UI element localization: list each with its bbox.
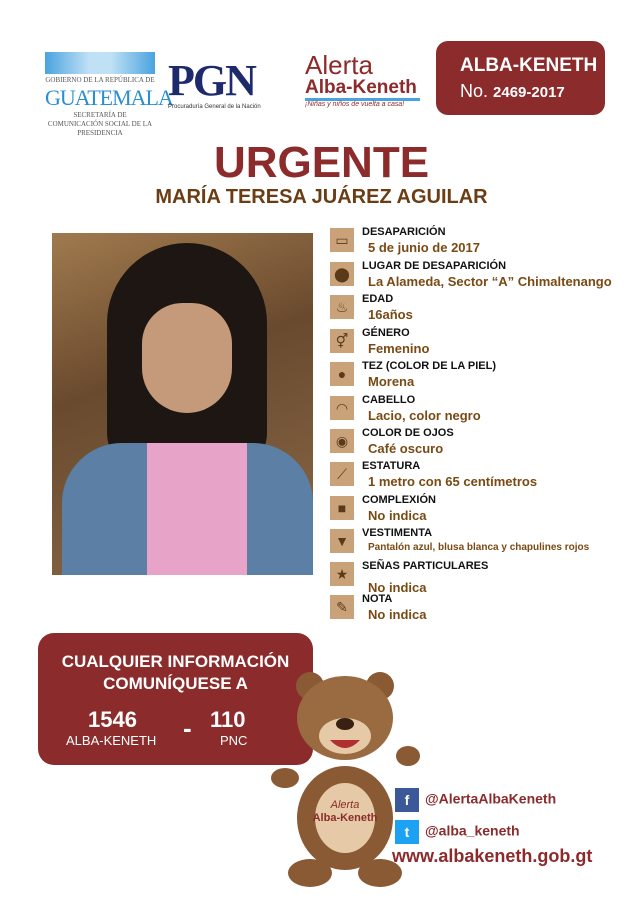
detail-row [330, 260, 630, 293]
detail-value: Femenino [368, 341, 430, 356]
detail-label: TEZ (COLOR DE LA PIEL) [362, 360, 497, 372]
shirt-icon: ▼ [330, 529, 354, 553]
note-icon: ✎ [330, 595, 354, 619]
detail-value: Morena [368, 374, 415, 389]
detail-row [330, 527, 630, 560]
contact-heading-1: CUALQUIER INFORMACIÓN [61, 652, 290, 671]
detail-label: LUGAR DE DESAPARICIÓN [362, 260, 507, 272]
detail-value: La Alameda, Sector “A” Chimaltenango [368, 274, 612, 289]
slogan: ¡Niñas y niños de vuelta a casa! [305, 101, 405, 108]
head-icon: ● [330, 362, 354, 386]
detail-row [330, 593, 630, 626]
facebook-icon: f [395, 788, 419, 812]
alerta-text: Alerta [305, 50, 373, 80]
detail-label: COMPLEXIÓN [362, 494, 436, 506]
phone-pnc[interactable]: 110 [210, 707, 246, 732]
person-name: MARÍA TERESA JUÁREZ AGUILAR [155, 186, 488, 208]
facebook-link[interactable] [395, 788, 556, 812]
secretaria-text: SECRETARÍA DE COMUNICACIÓN SOCIAL DE LA PRESIDENCIA [47, 111, 153, 137]
detail-value: 16años [368, 307, 413, 322]
case-number-value: 2469-2017 [493, 84, 565, 101]
detail-row [330, 460, 630, 493]
detail-value: Pantalón azul, blusa blanca y chapulines rojos [368, 542, 590, 553]
calendar-icon: ▭ [330, 228, 354, 252]
facebook-handle: @AlertaAlbaKeneth [425, 790, 557, 807]
detail-value: Café oscuro [368, 441, 444, 456]
pgn-subtitle: Procuraduría General de la Nación [168, 104, 261, 110]
pgn-logo [168, 58, 303, 110]
twitter-icon: t [395, 820, 419, 844]
detail-label: ESTATURA [362, 460, 421, 472]
alerta-logo [305, 52, 420, 108]
twitter-handle: @alba_keneth [425, 822, 520, 839]
detail-label: VESTIMENTA [362, 527, 433, 539]
phone-pnc-label: PNC [220, 733, 248, 748]
cake-icon: ♨ [330, 295, 354, 319]
detail-row [330, 327, 630, 360]
urgent-heading: URGENTE [213, 138, 430, 187]
detail-label: COLOR DE OJOS [362, 427, 454, 439]
detail-value: No indica [368, 607, 427, 622]
case-no-label: No. [460, 81, 489, 101]
contact-heading-2: COMUNÍQUESE A [103, 674, 248, 693]
detail-value: 5 de junio de 2017 [368, 240, 480, 255]
scale-icon: ■ [330, 496, 354, 520]
detail-value: No indica [368, 580, 427, 595]
detail-label: GÉNERO [362, 327, 410, 339]
photo-shirt [147, 443, 247, 575]
eye-icon: ◉ [330, 429, 354, 453]
gobierno-text: GOBIERNO DE LA REPÚBLICA DE [45, 76, 155, 84]
location-pin-icon: ⬤ [330, 262, 354, 286]
detail-row [330, 427, 630, 460]
detail-value: Lacio, color negro [368, 408, 481, 423]
alba-keneth-text: Alba-Keneth [305, 78, 420, 101]
detail-row [330, 394, 630, 427]
detail-row [330, 360, 630, 393]
separator: - [183, 713, 192, 743]
detail-value: 1 metro con 65 centímetros [368, 474, 538, 489]
detail-value: No indica [368, 508, 427, 523]
guatemala-text: GUATEMALA [45, 85, 173, 110]
detail-row [330, 293, 630, 326]
photo-face [142, 303, 232, 413]
phone-alba-keneth[interactable]: 1546 [88, 707, 137, 732]
star-icon: ★ [330, 562, 354, 586]
gender-icon: ⚥ [330, 329, 354, 353]
guatemala-logo [45, 52, 173, 138]
case-number [460, 81, 605, 102]
website-link[interactable]: www.albakeneth.gob.gt [392, 846, 593, 866]
bear-badge-1: Alerta [330, 799, 360, 811]
case-title: ALBA-KENETH [460, 55, 598, 76]
detail-label: DESAPARICIÓN [362, 226, 446, 238]
bear-badge-2: Alba-Keneth [312, 812, 378, 824]
detail-row [330, 560, 630, 593]
hair-icon: ◠ [330, 396, 354, 420]
detail-label: EDAD [362, 293, 394, 305]
case-badge [436, 41, 605, 115]
flag-banner [45, 52, 155, 74]
detail-label: CABELLO [362, 394, 416, 406]
missing-person-photo [52, 233, 313, 575]
twitter-link[interactable] [395, 820, 520, 844]
detail-row [330, 226, 630, 259]
pgn-text: PGN [168, 56, 255, 105]
detail-row [330, 494, 630, 527]
detail-label: SEÑAS PARTICULARES [362, 560, 489, 572]
phone-alba-keneth-label: ALBA-KENETH [66, 733, 157, 748]
ruler-icon: ⟋ [330, 462, 354, 486]
detail-label: NOTA [362, 593, 393, 605]
